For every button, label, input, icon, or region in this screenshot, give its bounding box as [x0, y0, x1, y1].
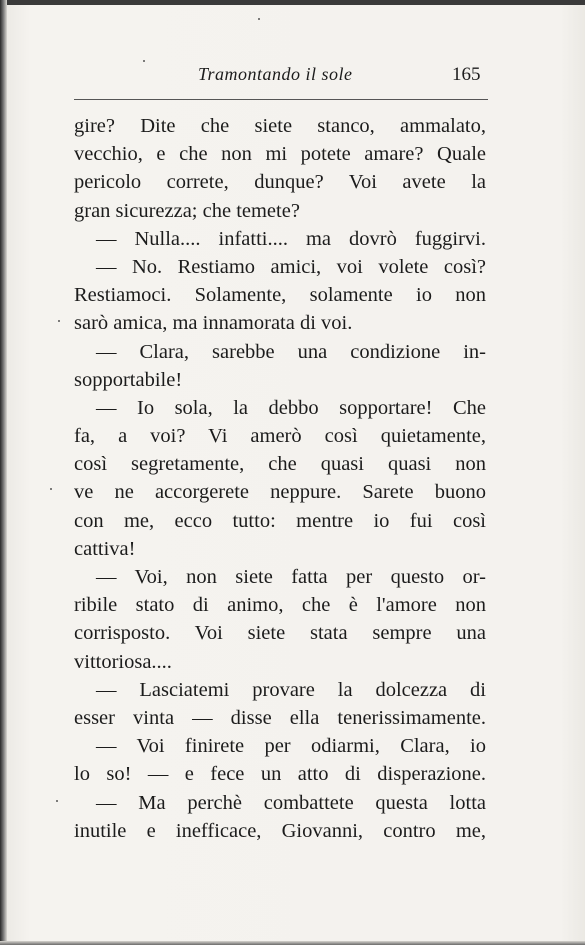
text-line: inutile e inefficace, Giovanni, contro me,: [74, 819, 486, 842]
text-line: vecchio, e che non mi potete amare? Quale: [74, 143, 486, 166]
text-line: gire? Dite che siete stanco, ammalato,: [74, 115, 486, 137]
page-bottom-edge: [0, 941, 585, 945]
text-line: così segretamente, che quasi quasi non: [74, 453, 486, 476]
text-line: — Voi finirete per odiarmi, Clara, io: [96, 735, 486, 758]
paper-speck: [58, 320, 60, 322]
text-line: ribile stato di animo, che è l'amore non: [74, 594, 486, 617]
paper-speck: [143, 60, 145, 62]
text-line: — Ma perchè combattete questa lotta: [96, 791, 486, 814]
paper-speck: [258, 18, 260, 20]
text-line: gran sicurezza; che temete?: [74, 199, 300, 222]
text-line: — Io sola, la debbo sopportare! Che: [96, 396, 486, 419]
text-line: — No. Restiamo amici, voi volete così?: [96, 255, 486, 278]
text-line: sarò amica, ma innamorata di voi.: [74, 312, 353, 335]
text-line: — Clara, sarebbe una condizione in-: [96, 340, 486, 363]
text-line: — Lasciatemi provare la dolcezza di: [96, 678, 486, 701]
text-line: sopportabile!: [74, 368, 183, 391]
text-line: corrisposto. Voi siete stata sempre una: [74, 622, 486, 645]
text-line: — Voi, non siete fatta per questo or-: [96, 566, 486, 588]
paper-speck: [50, 488, 52, 490]
text-line: vittoriosa....: [74, 650, 172, 673]
page-number: 165: [452, 64, 481, 85]
text-line: esser vinta — disse ella tenerissimamente.: [74, 706, 486, 729]
text-line: cattiva!: [74, 537, 136, 560]
text-line: Restiamoci. Solamente, solamente io non: [74, 284, 486, 307]
text-line: con me, ecco tutto: mentre io fui così: [74, 509, 486, 532]
text-line: fa, a voi? Vi amerò così quietamente,: [74, 425, 486, 448]
paper-speck: [56, 800, 58, 802]
text-line: — Nulla.... infatti.... ma dovrò fuggirvi.: [96, 227, 486, 250]
running-head-title: Tramontando il sole: [198, 64, 353, 84]
text-line: lo so! — e fece un atto di disperazione.: [74, 763, 486, 786]
page-top-edge: [0, 0, 585, 5]
text-line: ve ne accorgerete neppure. Sarete buono: [74, 481, 486, 504]
header-rule: [74, 99, 488, 100]
body-text: [74, 112, 486, 845]
text-line: pericolo correte, dunque? Voi avete la: [74, 171, 486, 194]
page-binding-edge: [0, 0, 7, 945]
